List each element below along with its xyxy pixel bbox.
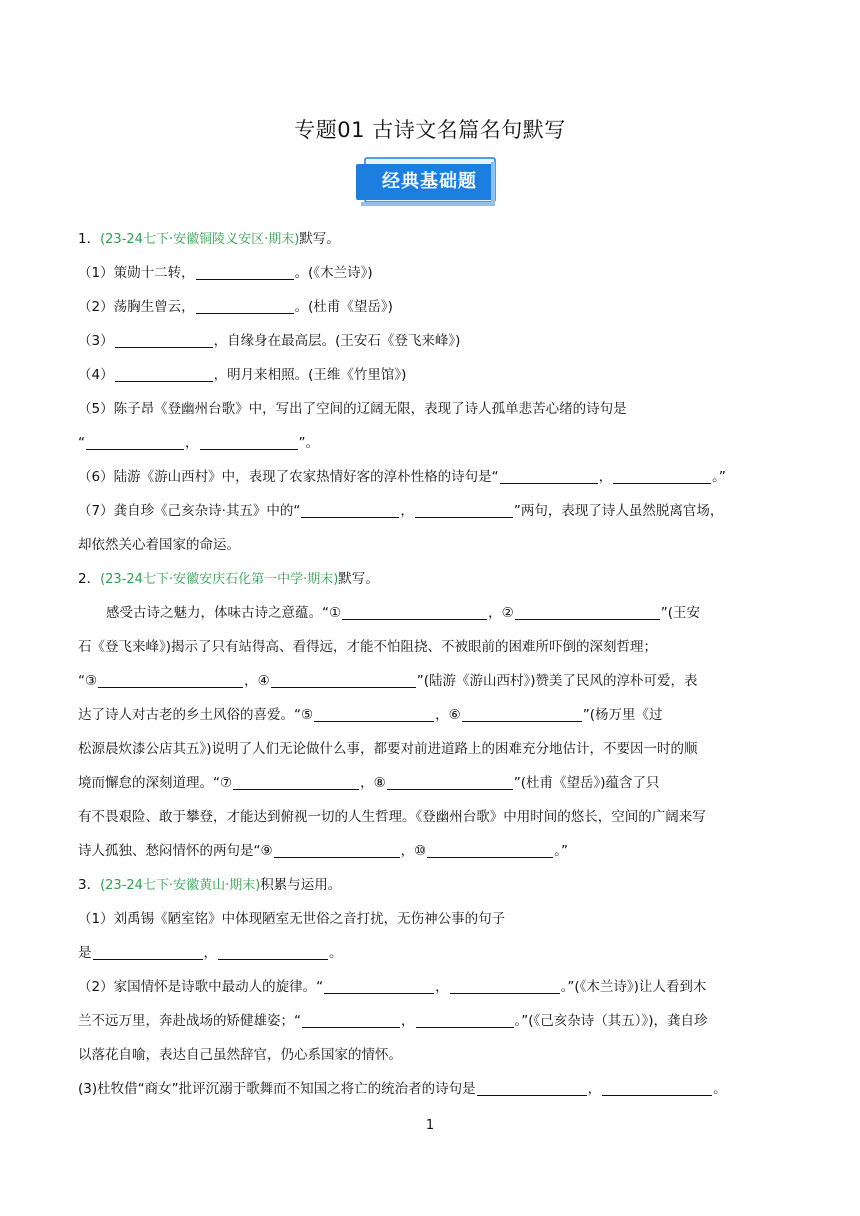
q1-item-3: （3） ，自缘身在最高层。(王安石《登飞来峰》) xyxy=(78,333,461,349)
q3-item-1-blanks: 是 ， 。 xyxy=(78,945,343,961)
q2-line-2: 石《登飞来峰》)揭示了只有站得高、看得远，才能不怕阻挠、不被眼前的困难所吓倒的深刻哲理； xyxy=(78,639,658,655)
answer-blank[interactable] xyxy=(477,1079,587,1096)
q2-line-3: “③ ，④ ”(陆游《游山西村》)赞美了民风的淳朴可爱，表 xyxy=(78,673,698,689)
q1-item-1: （1）策勋十二转， 。(《木兰诗》) xyxy=(78,265,373,281)
answer-blank[interactable] xyxy=(387,773,513,790)
q3-item-2-cont: 兰不远万里，奔赴战场的矫健雄姿；“ ， 。”(《己亥杂诗（其五）》)，龚自珍 xyxy=(78,1013,708,1029)
q2-source: (23-24七下·安徽安庆石化第一中学·期末) xyxy=(100,572,339,587)
answer-blank[interactable] xyxy=(427,841,553,858)
page-title: 专题01 古诗文名篇名句默写 xyxy=(294,118,566,142)
answer-blank[interactable] xyxy=(93,943,203,960)
q3-item-2: （2）家国情怀是诗歌中最动人的旋律。“ ， 。”(《木兰诗》)让人看到木 xyxy=(78,979,707,995)
answer-blank[interactable] xyxy=(115,365,213,382)
answer-blank[interactable] xyxy=(86,433,184,450)
answer-blank[interactable] xyxy=(342,603,487,620)
q3-header: 3．(23-24七下·安徽黄山·期末)积累与运用。 xyxy=(78,877,342,893)
answer-blank[interactable] xyxy=(200,433,298,450)
answer-blank[interactable] xyxy=(115,331,213,348)
q1-item-5-blanks: “ ， ”。 xyxy=(78,435,319,451)
answer-blank[interactable] xyxy=(314,705,434,722)
answer-blank[interactable] xyxy=(274,841,400,858)
q1-item-7-cont: 却依然关心着国家的命运。 xyxy=(78,537,240,553)
answer-blank[interactable] xyxy=(196,297,294,314)
answer-blank[interactable] xyxy=(233,773,359,790)
q1-item-5: （5）陈子昂《登幽州台歌》中，写出了空间的辽阔无限，表现了诗人孤单悲苦心绪的诗句是 xyxy=(78,401,627,417)
q2-line-4: 达了诗人对古老的乡土风俗的喜爱。“⑤ ，⑥ ”(杨万里《过 xyxy=(78,707,663,723)
q3-item-3: (3)杜牧借“商女”批评沉溺于歌舞而不知国之将亡的统治者的诗句是 ， 。 xyxy=(78,1081,727,1097)
section-banner xyxy=(353,154,506,210)
q3-item-2-end: 以落花自喻，表达自己虽然辞官，仍心系国家的情怀。 xyxy=(78,1047,402,1063)
page-number: 1 xyxy=(425,1118,435,1133)
answer-blank[interactable] xyxy=(462,705,582,722)
q2-header: 2．(23-24七下·安徽安庆石化第一中学·期末)默写。 xyxy=(78,571,379,587)
q1-item-7: （7）龚自珍《己亥杂诗·其五》中的“ ， ”两句，表现了诗人虽然脱离官场， xyxy=(78,503,724,519)
answer-blank[interactable] xyxy=(98,671,243,688)
answer-blank[interactable] xyxy=(218,943,328,960)
q1-item-4: （4） ，明月来相照。(王维《竹里馆》) xyxy=(78,367,407,383)
q3-source: (23-24七下·安徽黄山·期末) xyxy=(100,878,261,893)
q1-item-6: （6）陆游《游山西村》中，表现了农家热情好客的淳朴性格的诗句是“ ， 。” xyxy=(78,469,726,485)
q2-line-8: 诗人孤独、愁闷情怀的两句是“⑨ ，⑩ 。” xyxy=(78,843,568,859)
answer-blank[interactable] xyxy=(196,263,294,280)
q1-header: 1．(23-24七下·安徽铜陵义安区·期末)默写。 xyxy=(78,231,340,247)
answer-blank[interactable] xyxy=(602,1079,712,1096)
answer-blank[interactable] xyxy=(416,1011,514,1028)
q1-item-2: （2）荡胸生曾云， 。(杜甫《望岳》) xyxy=(78,299,393,315)
q2-line-1: 感受古诗之魅力，体味古诗之意蕴。“① ，② ”(王安 xyxy=(106,605,700,621)
answer-blank[interactable] xyxy=(301,501,399,518)
q1-source: (23-24七下·安徽铜陵义安区·期末) xyxy=(100,232,300,247)
q2-line-7: 有不畏艰险、敢于攀登，才能达到俯视一切的人生哲理。《登幽州台歌》中用时间的悠长，空间的广阔来写 xyxy=(78,809,706,825)
answer-blank[interactable] xyxy=(324,977,434,994)
q2-line-6: 境而懈怠的深刻道理。“⑦ ，⑧ ”(杜甫《望岳》)蕴含了只 xyxy=(78,775,660,791)
answer-blank[interactable] xyxy=(613,467,711,484)
answer-blank[interactable] xyxy=(271,671,416,688)
answer-blank[interactable] xyxy=(302,1011,400,1028)
q3-item-1: （1）刘禹锡《陋室铭》中体现陋室无世俗之音打扰，无伤神公事的句子 xyxy=(78,911,506,927)
banner-label: 经典基础题 xyxy=(382,171,477,192)
q2-line-5: 松源晨炊漆公店其五》)说明了人们无论做什么事，都要对前进道路上的困难充分地估计，不要因一时的顺 xyxy=(78,741,698,757)
answer-blank[interactable] xyxy=(415,501,513,518)
answer-blank[interactable] xyxy=(515,603,660,620)
answer-blank[interactable] xyxy=(500,467,598,484)
question-content xyxy=(78,222,782,1106)
answer-blank[interactable] xyxy=(450,977,560,994)
